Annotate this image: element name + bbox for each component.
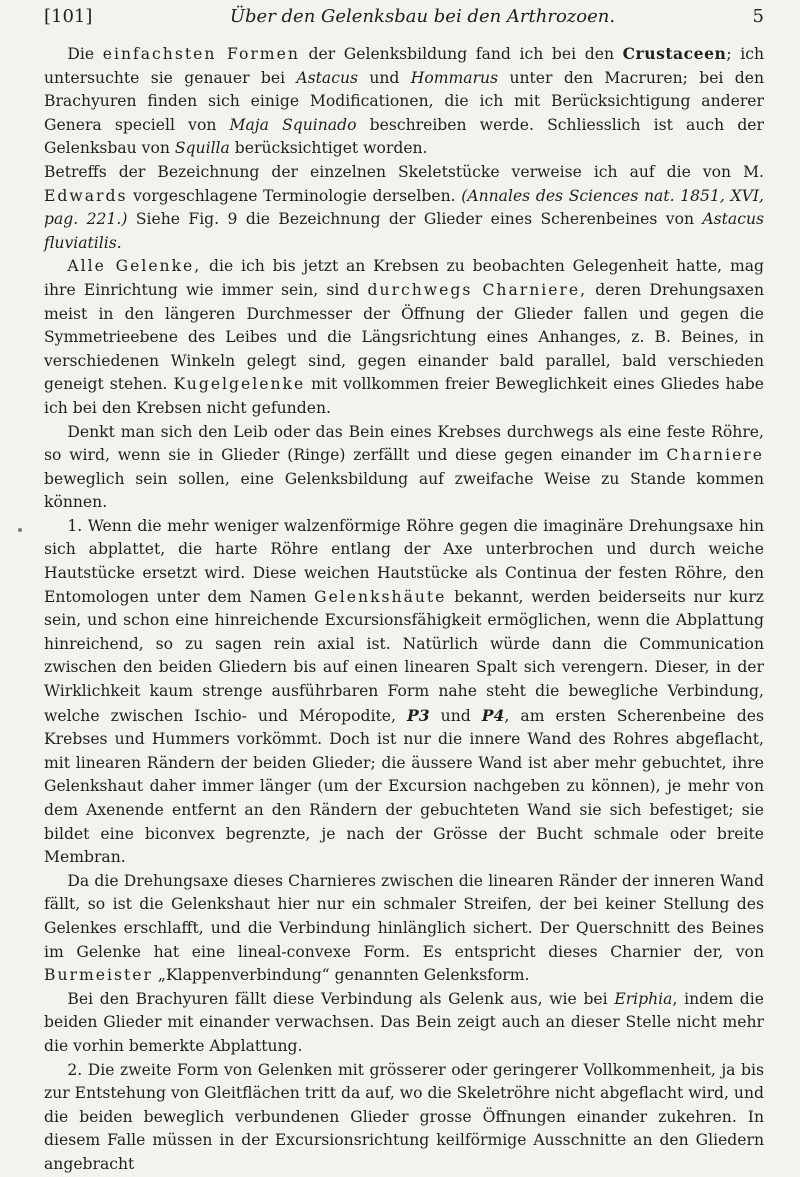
text-run: unter den Macruren; bei den Brachyuren finden sich einige Modificationen, die ich mit Berücksichtigung anderer Genera speciell von (44, 68, 765, 134)
text-run: und (358, 68, 411, 87)
text-run: beschreiben werde. Schliesslich ist auch der Gelenksbau von (44, 115, 764, 158)
text-run: Bei den Brachyuren fällt diese Verbindung als Gelenk aus, wie bei (67, 989, 615, 1008)
paragraph-erste-form (44, 515, 764, 870)
paragraph-terminologie (44, 161, 764, 255)
text-run: der Gelenksbildung fand ich bei den (299, 45, 623, 63)
text-run: durchwegs Charniere, (367, 280, 588, 299)
text-run: und (429, 706, 482, 725)
text-run: Eriphia (614, 989, 673, 1008)
text-run: , am ersten Scherenbeine des Krebses und Hummers vorkömmt. Doch ist nur die innere Wand des Rohres abgeflacht, mit linearen Rändern der beiden Glieder; die äussere Wand ist aber mehr gebuchtet, ihre Gelenkshaut daher immer länger (um der Excursion nachgeben zu können), je mehr von dem Axenende entfernt an den Rändern der gebuchteten Wand sie sich befestiget; sie bildet eine biconvex begrenzte, je nach der Grösse der Bucht schmale oder breite Membran. (44, 706, 765, 867)
text-run: Burmeister (44, 966, 153, 985)
text-run: Crustaceen (622, 44, 727, 63)
running-title: Über den Gelenksbau bei den Arthrozoen. (229, 6, 616, 27)
text-run: Gelenkshäute (314, 587, 447, 606)
text-run: Edwards (44, 186, 128, 205)
text-run: Kugelgelenke (173, 375, 306, 394)
text-run: (Annales des Sciences nat. 1851, XVI, pag. 221.) (44, 186, 764, 229)
text-run: einfachsten Formen (102, 45, 300, 63)
paragraph-alle-gelenke (44, 255, 764, 420)
text-run: Hommarus (410, 68, 499, 87)
text-run: vorgeschlagene Terminologie derselben. (127, 186, 462, 205)
text-run: 1. Wenn die mehr weniger walzenförmige Röhre gegen die imaginäre Drehungsaxe hin sich abplattet, die harte Röhre entlang der Axe unterbrochen und durch weiche Hautstücke ersetzt wird. Diese weichen Hautstücke als Continua der festen Röhre, den Entomologen unter dem Namen (44, 516, 764, 606)
text-run: beweglich sein sollen, eine Gelenksbildung auf zweifache Weise zu Stande kommen können. (44, 469, 764, 512)
text-run: die ich bis jetzt an Krebsen zu beobachten Gelegenheit hatte, mag ihre Einrichtung wie immer sein, sind (44, 257, 765, 299)
paragraph-zweite-form (44, 1059, 764, 1177)
running-header (44, 6, 764, 36)
margin-mark (18, 528, 22, 532)
text-run: Astacus (296, 68, 358, 87)
text-run: P4 (481, 705, 505, 725)
text-run: Siehe Fig. 9 die Bezeichnung der Glieder eines Scherenbeines von (127, 210, 703, 229)
text-run: mit vollkommen freier Beweglichkeit eines Gliedes habe ich bei den Krebsen nicht gefunden. (44, 375, 764, 417)
text-run: P3 (407, 705, 430, 725)
text-run: Maja Squinado (229, 115, 357, 134)
text-run: Astacus fluviatilis. (44, 210, 764, 252)
text-run: Alle Gelenke, (67, 257, 202, 276)
text-run: 2. Die zweite Form von Gelenken mit grösserer oder geringerer Vollkommenheit, ja bis zur Entstehung von Gleitflächen tritt da auf, wo die Skeletröhre nicht abgeflacht wird, und die beiden beweglich verbundenen Glieder grosse Öffnungen einander zukehren. In diesem Falle müssen in der Excursionsrichtung keilförmige Ausschnitte an den Gliedern angebracht (44, 1060, 764, 1173)
paragraph-drehungsaxe (44, 870, 764, 988)
paragraph-denkt-man (44, 421, 764, 515)
page-ref: [101] (44, 6, 93, 27)
text-run: Charniere (666, 446, 764, 465)
paragraph-brachyuren (44, 988, 764, 1059)
page-number: 5 (752, 6, 764, 27)
text-run: , indem die beiden Glieder mit einander verwachsen. Das Bein zeigt auch an dieser Stelle nicht mehr die vorhin bemerkte Abplattung. (44, 989, 764, 1055)
text-run: bekannt, werden beiderseits nur kurz sein, und schon eine hinreichende Excursionsfähigkeit ermöglichen, wenn die Abplattung hinreichend, so zu sagen rein axial ist. Natürlich würde dann die Communication zwischen den beiden Gliedern bis auf einen linearen Spalt sich verengern. Dieser, in der Wirklichkeit kaum strenge ausführbaren Form nahe steht die bewegliche Verbindung, welche zwischen Ischio- und Méropodite, (44, 587, 765, 725)
text-run: berücksichtiget worden. (229, 139, 428, 158)
paragraph-einfachste-formen (44, 42, 764, 161)
text-run: ; ich untersuchte sie genauer bei (44, 45, 764, 87)
body-text (44, 42, 764, 1177)
text-run: Squilla (174, 139, 230, 158)
text-run: Betreffs der Bezeichnung der einzelnen Skeletstücke verweise ich auf die von M. (44, 162, 764, 181)
text-run: „Klappenverbindung“ genannten Gelenksform. (152, 966, 530, 985)
text-run: Denkt man sich den Leib oder das Bein eines Krebses durchwegs als eine feste Röhre, so wird, wenn sie in Glieder (Ringe) zerfällt und diese gegen einander im (44, 422, 764, 465)
text-run: Da die Drehungsaxe dieses Charnieres zwischen die linearen Ränder der inneren Wand fällt, so ist die Gelenkshaut hier nur ein schmaler Streifen, der bei keiner Stellung des Gelenkes erschlafft, und die Verbindung hinlänglich sichert. Der Querschnitt des Beines im Gelenke hat eine lineal-convexe Form. Es entspricht dieses Charnier der, von (44, 871, 764, 961)
text-run: deren Drehungsaxen meist in den längeren Durchmesser der Öffnung der Glieder fallen und gegen die Symmetrieebene des Leibes und die Längsrichtung eines Anhanges, z. B. Beines, in verschiedenen Winkeln gelegt sind, gegen einander bald parallel, bald verschieden geneigt stehen. (44, 280, 764, 394)
text-run: Die (67, 45, 103, 63)
